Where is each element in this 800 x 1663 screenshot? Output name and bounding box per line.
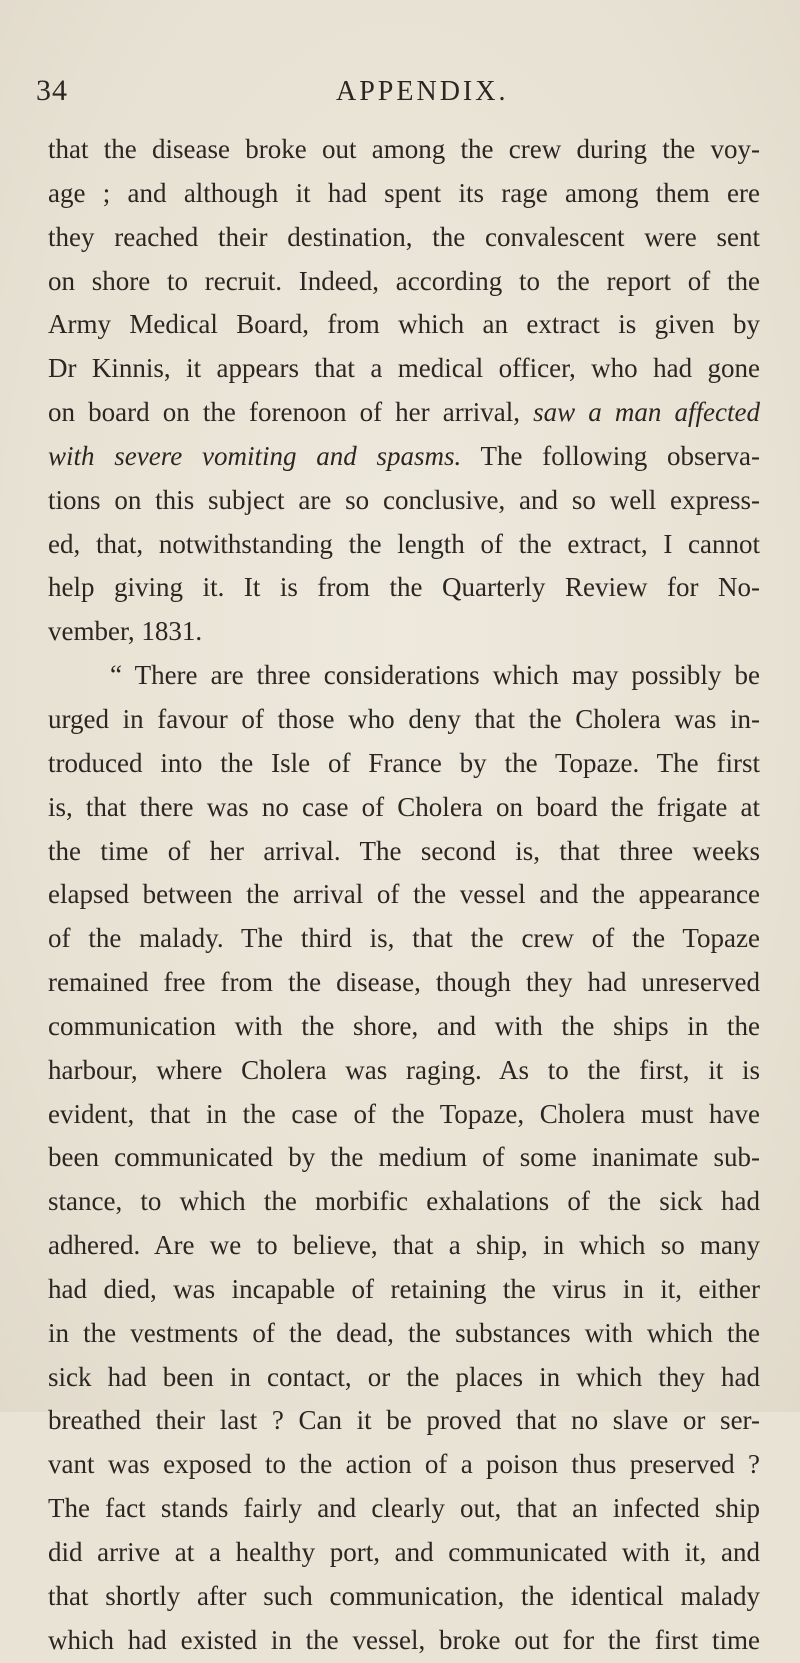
text-line: tions on this subject are so conclusive, and so well express- [48, 484, 760, 515]
running-head: APPENDIX. [336, 76, 509, 107]
text-line: vant was exposed to the action of a poison thus preserved ? [48, 1449, 760, 1480]
quote-start-line: “ There are three considerations which may possibly be [110, 660, 760, 691]
text-line: Army Medical Board, from which an extract is given by [48, 309, 760, 340]
text-line: Dr Kinnis, it appears that a medical officer, who had gone [48, 353, 760, 384]
text-line: which had existed in the vessel, broke out for the first time [48, 1624, 760, 1655]
text-line: adhered. Are we to believe, that a ship, in which so many [48, 1230, 760, 1261]
text-line: urged in favour of those who deny that the Cholera was in- [48, 703, 760, 734]
text-line: with severe vomiting and spasms. The following observa- [48, 440, 760, 471]
page-number: 34 [36, 74, 68, 107]
text-line: evident, that in the case of the Topaze, Cholera must have [48, 1098, 760, 1129]
text-line: remained free from the disease, though they had unreserved [48, 967, 760, 998]
text-line: age ; and although it had spent its rage among them ere [48, 177, 760, 208]
text-line: is, that there was no case of Cholera on board the frigate at [48, 791, 760, 822]
text-line: sick had been in contact, or the places in which they had [48, 1361, 760, 1392]
italic-text: with severe vomiting and spasms. [48, 440, 462, 471]
text-line: The fact stands fairly and clearly out, that an infected ship [48, 1493, 760, 1524]
text-line: harbour, where Cholera was raging. As to the first, it is [48, 1054, 760, 1085]
text-line: that the disease broke out among the crew during the voy- [48, 134, 760, 164]
text-line: that shortly after such communication, the identical malady [48, 1580, 760, 1611]
text-line: the time of her arrival. The second is, that three weeks [48, 835, 760, 866]
text-line: vember, 1831. [48, 616, 203, 647]
text-line: troduced into the Isle of France by the Topaze. The first [48, 747, 760, 778]
text-line: communication with the shore, and with the ships in the [48, 1010, 760, 1041]
body-text [48, 128, 760, 1663]
text-line: did arrive at a healthy port, and communicated with it, and [48, 1537, 760, 1567]
text-line: on board on the forenoon of her arrival, saw a man affected [48, 397, 760, 428]
text-line: in the vestments of the dead, the substances with which the [48, 1317, 760, 1348]
text-line: on shore to recruit. Indeed, according to the report of the [48, 265, 760, 296]
page-header [36, 74, 776, 114]
text-line: breathed their last ? Can it be proved that no slave or ser- [48, 1405, 760, 1436]
text-line: of the malady. The third is, that the crew of the Topaze [48, 923, 760, 954]
text-line: had died, was incapable of retaining the virus in it, either [48, 1273, 760, 1304]
text-line: elapsed between the arrival of the vessel and the appearance [48, 879, 760, 910]
text-line: been communicated by the medium of some inanimate sub- [48, 1142, 760, 1173]
italic-text: saw a man affected [533, 397, 760, 428]
text-line: stance, to which the morbific exhalations of the sick had [48, 1186, 760, 1217]
text-line: ed, that, notwithstanding the length of the extract, I cannot [48, 528, 760, 559]
text-line: help giving it. It is from the Quarterly Review for No- [48, 572, 760, 603]
text-line: they reached their destination, the convalescent were sent [48, 221, 760, 252]
